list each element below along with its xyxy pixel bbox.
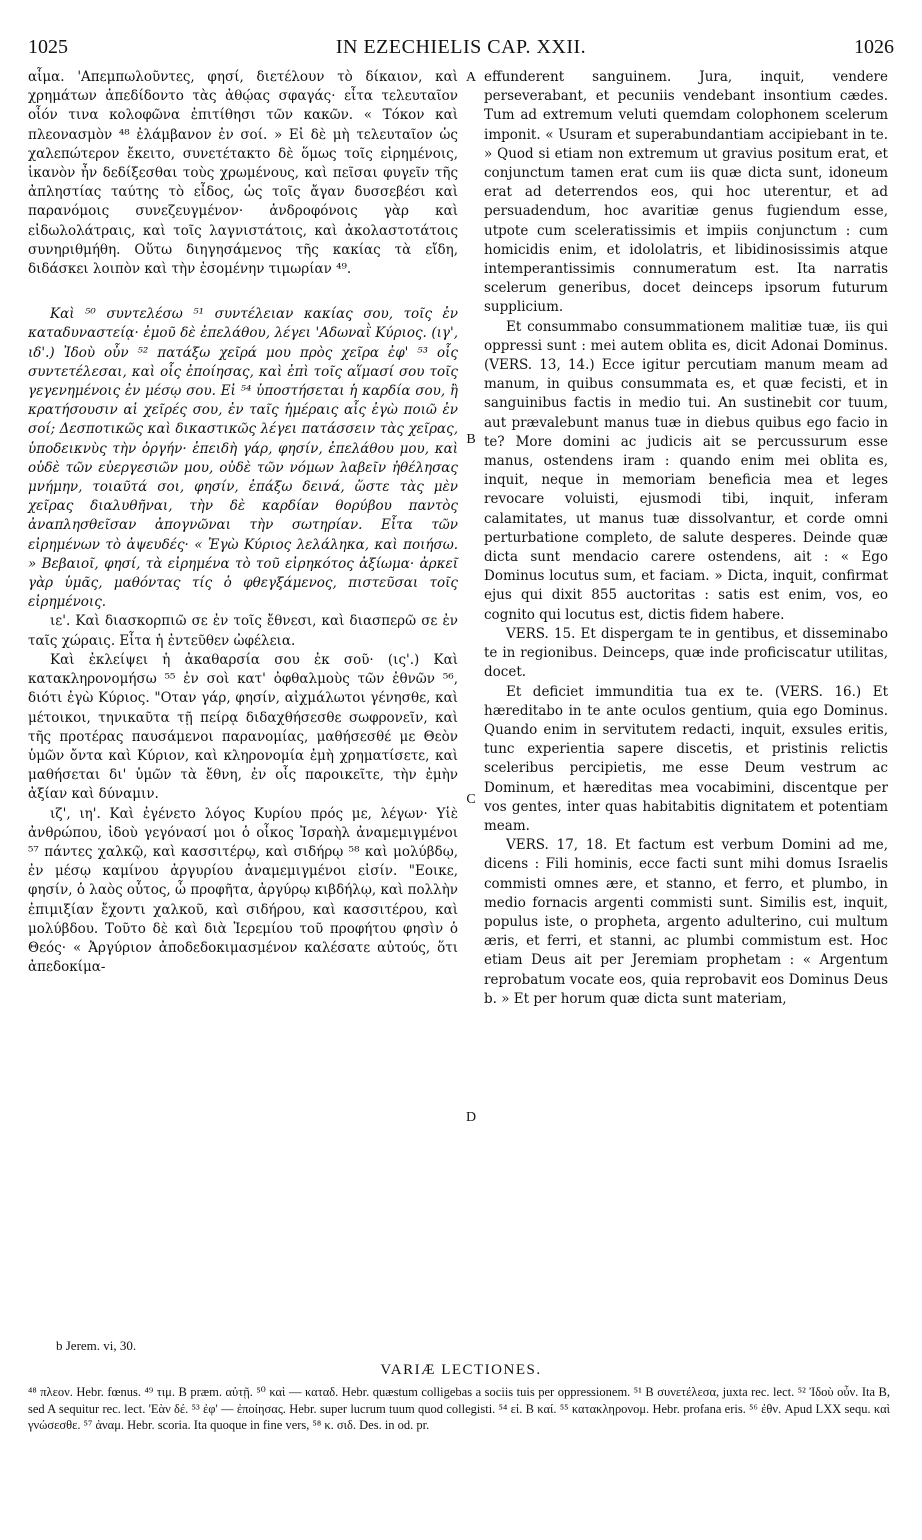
footnote: b Jerem. vi, 30. [56, 1338, 137, 1353]
greek-paragraph-4: Καὶ ἐκλείψει ἡ ἀκαθαρσία σου ἐκ σοῦ· (ις'.) Καὶ κατακληρονομήσω ⁵⁵ ἐν σοὶ κατ' ὀφθαλμοὺς τῶν ἐθνῶν ⁵⁶, διότι ἐγὼ Κύριος. "Οταν γάρ, φησίν, αἰχμάλωτοι γένησθε, καὶ μέτοικοι, τηνικαῦτα τῇ πείρᾳ διδαχθήσεσθε σωφρονεῖν, καὶ τῆς προτέρας παυσάμενοι παρανομίας, μαθήσεσθέ με Θεὸν ὑμῶν ὄντα καὶ Κύριον, καὶ κληρονομία ἐμὴ χρηματίσετε, καὶ μαθήσεται δι' ὑμῶν τὰ ἔθνη, ἐν οἷς παροικεῖτε, τὴν ἐμὴν ἀξίαν καὶ δύναμιν. [28, 651, 458, 803]
latin-paragraph-4: Et deficiet immunditia tua ex te. (VERS. 16.) Et hæreditabo in te ante oculos gentium, quia ego Dominus. Quando enim in servitutem redacti, inquit, exsules eritis, tunc experientia sapere discetis, et pristinis relictis sceleribus percipietis, me esse Deum vestrum ac Dominum, et hæreditas mea vocabimini, discentque per vos gentes, inter quas habitabitis dignitatem et potentiam meam. [484, 683, 888, 834]
margin-letter-a: A [465, 70, 477, 85]
greek-paragraph-1: αἷμα. 'Απεμπωλοῦντες, φησί, διετέλουν τὸ δίκαιον, καὶ χρημάτων ἀπεδίδοντο τὰς ἀθῴας σφαγάς· εἶτα τελευταῖον οἷόν τινα κολοφῶνα ἐπιτίθησι τῶν κακῶν. « Τόκον καὶ πλεονασμὸν ⁴⁸ ἐλάμβανον ἐν σοί. » Εἰ δὲ μὴ τελευταῖον ὡς χαλεπώτερον ἔκειτο, συνετέτακτο δὲ ὅμως τοῖς εἰρημένοις, ἱκανὸν ἦν δεδίξεσθαι τοὺς χρωμένους, καὶ πεῖσαι φυγεῖν τῆς ἀπληστίας ταύτης τὸ εἶδος, ὡς τοῖς ἄγαν δυσσεβέσι καὶ παρανόμοις συνεζευγμένον· ἀνδροφόνοις γὰρ καὶ εἰδωλολάτραις, καὶ τοῖς λαγνιστάτοις, καὶ ἀκολαστοτάτοις συνηριθμήθη. Οὕτω διηγησάμενος τῆς κακίας τὰ εἴδη, διδάσκει λοιπὸν καὶ τὴν ἐσομένην τιμωρίαν ⁴⁹. [28, 69, 458, 278]
latin-column [484, 68, 888, 1009]
latin-paragraph-5: VERS. 17, 18. Et factum est verbum Domini ad me, dicens : Fili hominis, ecce facti sunt mihi domus Israelis commisti omnes ære, et stanno, et ferro, et plumbo, in medio fornacis argenti commisti sunt. Similis est, inquit, populus iste, o propheta, argento adulterino, cui multum æris, et ferri, et stanni, ac plumbi commistum est. Hoc etiam Deus ait per Jeremiam prophetam : « Argentum reprobatum vocate eos, quia reprobavit eos Dominus Deus b. » Et per horum quæ dicta sunt materiam, [484, 837, 888, 1007]
latin-paragraph-1: effunderent sanguinem. Jura, inquit, vendere perseverabant, et pecuniis vendebant insontium cædes. Tum ad extremum veluti quemdam colophonem scelerum imponit. « Usuram et superabundantiam accipiebant in te. » Quod si etiam non extremum ut gravius positum erat, et conjunctum tamen erat cum iis quæ dicta sunt, idoneum erat ad deterrendos eos, qui hoc uterentur, et ad persuadendum, hoc avaritiæ genus fugiendum esse, utpote cum sceleratissimis et impiis conjunctum : cum homicidis enim, et idololatris, et libidinosissimis atque intemperantissimis connumeratum est. Ita narratis scelerum generibus, docet deinceps ipsorum futurum supplicium. [484, 69, 888, 316]
page-number-right: 1026 [854, 36, 894, 58]
latin-paragraph-3: VERS. 15. Et dispergam te in gentibus, et disseminabo te in regionibus. Deinceps, quæ inde proficiscatur utilitas, docet. [484, 625, 888, 681]
variae-lectiones-text: ⁴⁸ πλεον. Hebr. fœnus. ⁴⁹ τιμ. B præm. αὐτῇ. ⁵⁰ καὶ — καταδ. Hebr. quæstum colligebas a sociis tuis per oppressionem. ⁵¹ B συνετέλεσα, juxta rec. lect. ⁵² Ἰδοὺ οὖν. Ita B, sed A sequitur rec. lect. 'Εὰν δέ. ⁵³ ἐφ' — ἐποίησας. Hebr. super lucrum tuum quod collegisti. ⁵⁴ εἰ. B καί. ⁵⁵ κατακληρονομ. Hebr. profana eris. ⁵⁶ ἐθν. Apud LXX sequ. καὶ γνώσεσθε. ⁵⁷ ἀναμ. Hebr. scoria. Ita quoque in fine vers, ⁵⁸ κ. σιδ. Des. in od. pr. [28, 1385, 890, 1432]
page-number-left: 1025 [28, 36, 68, 58]
greek-column [28, 68, 458, 977]
latin-paragraph-2: Et consummabo consummationem malitiæ tuæ, iis qui oppressi sunt : mei autem oblita es, dicit Adonai Dominus. (VERS. 13, 14.) Ecce igitur percutiam manum meam ad manum, in quibus consummata es, et quæ fecisti, et in sanguinibus factis in medio tui. An sustinebit cor tuum, aut prævalebunt manus tuæ in diebus quibus ego facio in te? More domini ac judicis ait se percussurum esse manus, ostendens iram : quando enim mei oblita es, inquit, neque in memoriam beneficia mea et leges revocare voluisti, ejusmodi tibi, inquit, inferam calamitates, ut manus tuæ dissolvantur, et corde omni perturbatione completo, de salute desperes. Deinde quæ dicta sunt mendacio carere ostendens, ait : « Ego Dominus locutus sum, et faciam. » Dicta, inquit, confirmat ejus qui dixit 855 auctoritas : satis est enim, vos, eo cognito qui locutus est, dictis fidem habere. [484, 318, 888, 623]
greek-paragraph-2: Καὶ ⁵⁰ συντελέσω ⁵¹ συντέλειαν κακίας σου, τοῖς ἐν καταδυναστείᾳ· ἐμοῦ δὲ ἐπελάθου, λέγει 'Αδωναῒ Κύριος. (ιγ', ιδ'.) Ἰδοὺ οὖν ⁵² πατάξω χεῖρά μου πρὸς χεῖρα ἐφ' ⁵³ οἷς συντετέλεσαι, καὶ οἷς ἐποίησας, καὶ ἐπὶ τοῖς αἵμασί σου τοῖς γεγενημένοις ἐν μέσῳ σου. Εἰ ⁵⁴ ὑποστήσεται ἡ καρδία σου, ἢ κρατήσουσιν αἱ χεῖρές σου, ἐν ταῖς ἡμέραις αἷς ἐγὼ ποιῶ ἐν σοί; Δεσποτικῶς καὶ δικαστικῶς λέγει πατάσσειν τὰς χεῖρας, ὑποδεικνὺς τὴν ὀργήν· ἐπειδὴ γάρ, φησίν, ἐπελάθου μου, καὶ οὐδὲ τῶν εὐεργεσιῶν μου, οὐδὲ τῶν νόμων λαβεῖν ἠθέλησας μνήμην, τοιαῦτά σοι, φησίν, ἐπάξω δεινά, ὥστε τὰς μὲν χεῖρας διαλυθῆναι, τὴν δὲ καρδίαν θορύβου παντὸς ἀναπλησθεῖσαν ἀπογνῶναι τὴν σωτηρίαν. Εἶτα τῶν εἰρημένων τὸ ἀψευδές· « Ἐγὼ Κύριος λελάληκα, καὶ ποιήσω. » Βεβαιοῖ, φησί, τὰ εἰρημένα τὸ τοῦ εἰρηκότος ἀξίωμα· ἀρκεῖ γὰρ ὑμᾶς, μαθόντας τίς ὁ φθεγξάμενος, πιστεῦσαι τοῖς εἰρημένοις. [28, 306, 458, 611]
margin-letters [458, 0, 484, 1200]
variae-lectiones-title: VARIÆ LECTIONES. [380, 1362, 542, 1378]
margin-letter-b: B [466, 432, 476, 447]
page-title: IN EZECHIELIS CAP. XXII. [335, 36, 587, 58]
margin-letter-d: D [465, 1110, 477, 1125]
margin-letter-c: C [466, 792, 476, 807]
greek-spacer [28, 279, 458, 305]
greek-paragraph-5: ιζ', ιη'. Καὶ ἐγένετο λόγος Κυρίου πρός με, λέγων· Υἱὲ ἀνθρώπου, ἰδοὺ γεγόνασί μοι ὁ οἶκος Ἰσραὴλ ἀναμεμιγμένοι ⁵⁷ πάντες χαλκῷ, καὶ κασσιτέρῳ, καὶ σιδήρῳ ⁵⁸ καὶ μολύβδῳ, ἐν μέσῳ καμίνου ἀργυρίου ἀναμεμιγμένοι εἰσίν. "Εοικε, φησίν, ὁ λαὸς οὗτος, ὦ προφῆτα, ἀργύρῳ κιβδήλῳ, καὶ πολλὴν ἐπιμιξίαν ἔχοντι χαλκοῦ, καὶ σιδήρου, καὶ κασσιτέρου, καὶ μολύβδου. Τοῦτο δὲ καὶ διὰ Ἱερεμίου τοῦ προφήτου φησὶν ὁ Θεός· « Ἀργύριον ἀποδεδοκιμασμένον καλέσατε αὐτούς, ὅτι ἀπεδοκίμα- [28, 805, 458, 976]
greek-paragraph-3: ιε'. Καὶ διασκορπιῶ σε ἐν τοῖς ἔθνεσι, καὶ διασπερῶ σε ἐν ταῖς χώραις. Εἶτα ἡ ἐντεῦθεν ὠφέλεια. [28, 613, 458, 649]
